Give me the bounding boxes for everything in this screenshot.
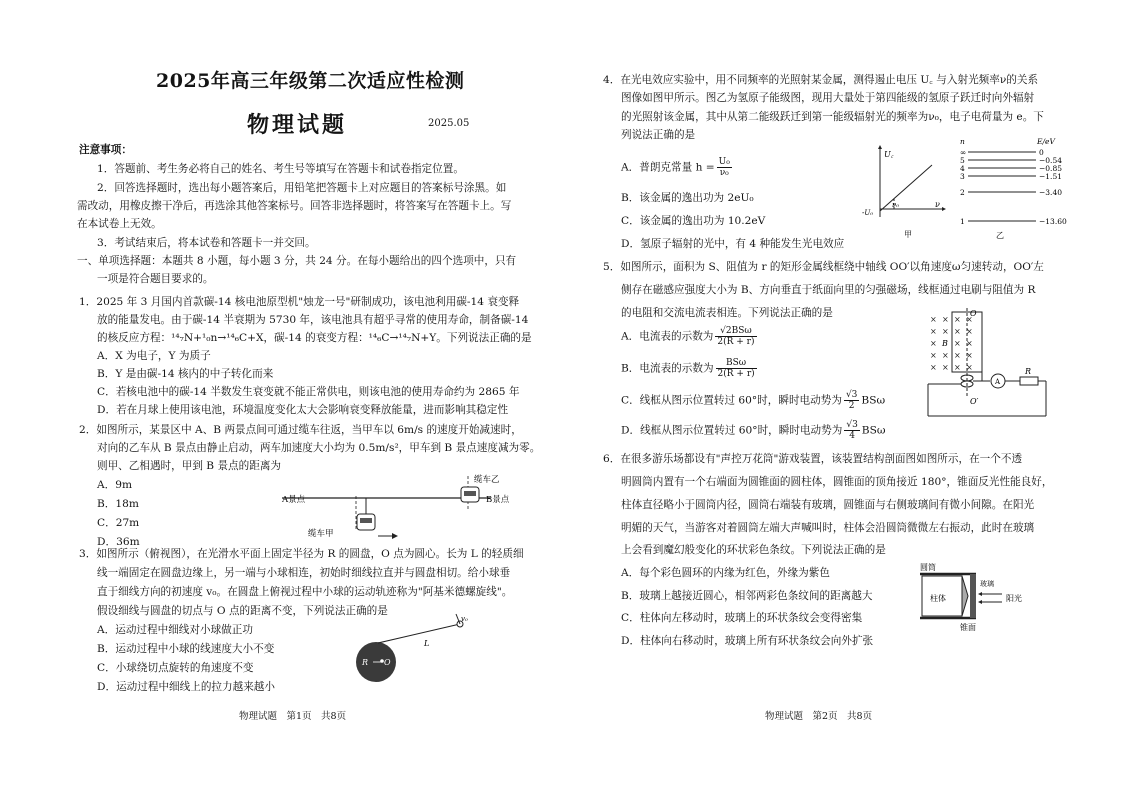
q2-option-b: B．18m (97, 498, 139, 510)
q5-c-numerator: √3 (845, 390, 858, 400)
label-cylinder: 柱体 (930, 594, 946, 603)
q3-stem: 线一端固定在圆盘边缘上，另一端与小球相连，初始时细线拉直并与圆盘相切。给小球垂 (97, 567, 511, 579)
label-nu: ν (935, 200, 940, 209)
q2-option-c: C．27m (97, 517, 140, 529)
label-cone: 锥面 (960, 623, 976, 632)
q4-stem: 4．在光电效应实验中，用不同频率的光照射某金属，测得遏止电压 U꜀ 与入射光频率ν的关系 (603, 74, 1039, 86)
svg-text:×: × (942, 351, 949, 360)
svg-text:×: × (966, 315, 973, 324)
level-n: 3 (960, 172, 965, 181)
q6-stem: 明圆筒内置有一个右端面为圆锥面的圆柱体，圆锥面的顶角接近 180°，锥面反光性能良好， (621, 476, 1053, 488)
q5-option-a (621, 326, 759, 347)
glass-pane (970, 574, 976, 618)
svg-text:×: × (930, 315, 937, 324)
q5-stem: 5．如图所示，面积为 S、阻值为 r 的矩形金属线框绕中轴线 OO′以角速度ω匀速转动，OO′左 (603, 261, 1044, 273)
label-n: n (960, 137, 965, 146)
notice-line: 2．回答选择题时，选出每小题答案后，用铅笔把答题卡上对应题目的答案标号涂黑。如 (97, 182, 507, 194)
svg-text:×: × (954, 327, 961, 336)
svg-text:×: × (954, 363, 961, 372)
level-e: −3.40 (1039, 188, 1062, 197)
q4-option-b: B．该金属的逸出功为 2eU₀ (621, 192, 754, 204)
svg-text:×: × (954, 339, 961, 348)
svg-text:×: × (930, 351, 937, 360)
level-row (960, 217, 1067, 226)
label-b-station: B景点 (486, 495, 510, 505)
resistor (1020, 377, 1038, 385)
q4-option-c: C．该金属的逸出功为 10.2eV (621, 215, 766, 227)
q5-c-denominator: 2 (848, 401, 855, 411)
q4-stem: 的光照射该金属，其中从第二能级跃迁到第一能级辐射光的频率为ν₀，电子电荷量为 e。下 (621, 111, 1044, 123)
q5-d-denominator: 4 (849, 431, 855, 441)
label-tube: 圆筒 (920, 563, 936, 572)
q4-option-d: D．氢原子辐射的光中，有 4 种能发生光电效应 (621, 238, 845, 250)
svg-text:×: × (954, 315, 961, 324)
q1-stem: 1．2025 年 3 月国内首款碳-14 核电池原型机"烛龙一号"研制成功，该电池利用碳-14 衰变释 (79, 296, 520, 308)
label-o-prime: O′ (970, 397, 979, 406)
q5-stem: 的电阻和交流电流表相连。下列说法正确的是 (621, 307, 833, 319)
q5-stem: 侧存在磁感应强度大小为 B、方向垂直于纸面向里的匀强磁场，线框通过电刷与阻值为 R (621, 284, 1036, 296)
q4-a-numerator: U₀ (718, 157, 730, 167)
q3-disk-figure (348, 612, 488, 688)
notice-heading: 注意事项： (79, 144, 132, 156)
q5-option-a-prefix: A．电流表的示数为 (621, 330, 714, 343)
label-v0: v₀ (461, 615, 468, 623)
svg-text:×: × (942, 315, 949, 324)
label-o: O (970, 309, 977, 318)
q5-a-numerator: √2BSω (715, 326, 756, 337)
footer-page2: 物理试题 第2页 共8页 (765, 711, 873, 722)
q6-stem: 6．在很多游乐场都设有"声控万花筒"游戏装置，该装置结构剖面图如图所示，在一个不透 (603, 453, 1023, 465)
q1-stem: 的核反应方程：¹⁴₇N+¹₀n→¹⁴₆C+X，碳-14 的衰变方程：¹⁴₆C→¹⁴₇N+Y。下列说法正确的是 (97, 332, 532, 344)
q5-option-b-prefix: B．电流表的示数为 (621, 362, 714, 375)
svg-text:×: × (942, 363, 949, 372)
q5-option-d-prefix: D．线框从图示位置转过 60°时，瞬时电动势为 (621, 424, 843, 437)
q3-stem: 3．如图所示（俯视图），在光滑水平面上固定半径为 R 的圆盘，O 点为圆心。长为 L 的轻质细 (79, 548, 524, 560)
section-heading: 一、单项选择题：本题共 8 小题，每小题 3 分，共 24 分。在每小题给出的四个选项中，只有 (77, 255, 517, 267)
q3-stem: 直于细线方向的初速度 v₀。在圆盘上俯视过程中小球的运动轨迹称为"阿基米德螺旋线"。 (97, 586, 513, 598)
q1-stem: 放的能量发电。由于碳-14 半衰期为 5730 年，该电池具有超乎寻常的使用寿命，制备碳-14 (97, 314, 529, 326)
level-e: −0.54 (1039, 156, 1062, 165)
q6-stem: 明媚的天气，当游客对着圆筒左端大声喊叫时，柱体会沿圆筒微微左右振动，此时在玻璃 (621, 522, 1035, 534)
q3-option-d: D．运动过程中细线上的拉力越来越小 (97, 681, 275, 693)
q6-option-c: C．柱体向左移动时，玻璃上的环状条纹会变得密集 (621, 612, 863, 624)
label-sunlight: 阳光 (1006, 594, 1022, 603)
q5-a-denominator: 2(R + r) (717, 337, 755, 347)
q5-option-c-suffix: BSω (861, 394, 886, 407)
right-page (562, 0, 1123, 794)
exam-date: 2025.05 (428, 118, 470, 129)
level-row (960, 188, 1062, 197)
q6-option-a: A．每个彩色圆环的内缘为红色，外缘为紫色 (621, 567, 830, 579)
svg-text:×: × (930, 363, 937, 372)
svg-text:×: × (930, 339, 937, 348)
level-n: 1 (960, 217, 965, 226)
q4-stem: 列说法正确的是 (621, 129, 696, 141)
subject-title: 物理试题 (247, 112, 348, 138)
label-r: R (1025, 367, 1032, 376)
q3-option-a: A．运动过程中细线对小球做正功 (97, 624, 253, 636)
level-n: 5 (960, 156, 965, 165)
q2-cable-car-figure (268, 470, 518, 548)
label-glass: 玻璃 (980, 580, 994, 588)
q1-option-c: C．若核电池中的碳-14 半数发生衰变就不能正常供电，则该电池的使用寿命约为 2865 年 (97, 386, 520, 398)
notice-line: 需改动，用橡皮擦干净后，再选涂其他答案标号。回答非选择题时，将答案写在答题卡上。写 (77, 200, 512, 212)
q2-stem: 对向的乙车从 B 景点由静止启动，两车加速度大小均为 0.5m/s²，甲车到 B 景点速度减为零。 (97, 442, 541, 454)
q4-option-a-prefix: A．普朗克常量 h = (621, 161, 715, 174)
notice-line: 1．答题前、考生务必将自己的姓名、考生号等填写在答题卡和试卷指定位置。 (97, 163, 464, 175)
label-o: O (384, 658, 391, 667)
q2-option-a: A．9m (97, 479, 133, 491)
q5-generator-figure (922, 306, 1064, 424)
svg-text:×: × (966, 363, 973, 372)
label-a-station: A景点 (282, 495, 306, 505)
level-e: −0.85 (1039, 164, 1062, 173)
q1-option-b: B．Y 是由碳-14 核内的中子转化而来 (97, 368, 274, 380)
q5-option-d (621, 420, 885, 441)
label-ev: E/eV (1037, 137, 1055, 146)
q6-option-d: D．柱体向右移动时，玻璃上所有环状条纹会向外扩张 (621, 635, 874, 647)
uc-line (880, 165, 932, 211)
label-a: A (995, 378, 1001, 386)
level-row (960, 148, 1044, 157)
svg-text:×: × (942, 327, 949, 336)
label-car-b: 缆车乙 (474, 475, 500, 485)
q3-option-c: C．小球绕切点旋转的角速度不变 (97, 662, 254, 674)
q1-option-d: D．若在月球上使用该电池，环境温度变化太大会影响衰变释放能量，进而影响其稳定性 (97, 404, 509, 416)
q5-option-d-suffix: BSω (861, 424, 886, 437)
q6-option-b: B．玻璃上越接近圆心，相邻两彩色条纹间的距离越大 (621, 590, 873, 602)
q5-option-b (621, 358, 759, 379)
label-nu0: ν₀ (892, 201, 900, 209)
q4-a-denominator: ν₀ (719, 168, 729, 178)
q5-b-denominator: 2(R + r) (717, 369, 755, 379)
q3-stem: 假设细线与圆盘的切点与 O 点的距离不变，下列说法正确的是 (97, 605, 388, 617)
label-b: B (942, 339, 948, 348)
svg-text:×: × (966, 351, 973, 360)
q1-option-a: A．X 为电子，Y 为质子 (97, 350, 211, 362)
q2-stem: 则甲、乙相遇时，甲到 B 景点的距离为 (97, 460, 282, 472)
level-n: ∞ (960, 148, 967, 157)
section-heading-cont: 一项是符合题目要求的。 (97, 273, 214, 285)
q5-d-numerator: √3 (846, 420, 858, 430)
q6-kaleidoscope-figure (916, 560, 1048, 632)
caption-jia: 甲 (904, 230, 912, 239)
q6-stem: 柱体直径略小于圆筒内径，圆筒右端装有玻璃，圆锥面与右侧玻璃间有微小间隙。在阳光 (621, 499, 1035, 511)
q5-option-c (621, 390, 885, 411)
q5-option-c-prefix: C．线框从图示位置转过 60°时，瞬时电动势为 (621, 394, 842, 407)
q2-option-d: D．36m (97, 536, 140, 548)
exam-title: 2025年高三年级第二次适应性检测 (156, 70, 465, 92)
level-e: 0 (1039, 148, 1044, 157)
svg-text:×: × (966, 339, 973, 348)
label-l: L (424, 639, 430, 648)
footer-page1: 物理试题 第1页 共8页 (239, 711, 347, 722)
q4-option-a (621, 157, 734, 178)
label-r: R (362, 658, 369, 667)
label-neg-u0: -U₀ (862, 209, 874, 217)
q4-graph-figure (862, 145, 946, 241)
notice-line: 在本试卷上无效。 (77, 218, 162, 230)
label-car-a: 缆车甲 (308, 529, 334, 539)
label-uc: U꜀ (884, 150, 894, 159)
level-e: −1.51 (1039, 172, 1062, 181)
q6-stem: 上会看到魔幻般变化的环状彩色条纹。下列说法正确的是 (621, 544, 886, 556)
q4-energy-level-figure (954, 134, 1068, 242)
svg-text:×: × (954, 351, 961, 360)
svg-text:×: × (930, 327, 937, 336)
level-n: 2 (960, 188, 965, 197)
q4-stem: 图像如图甲所示。图乙为氢原子能级图，现用大量处于第四能级的氢原子跃迁时向外辐射 (621, 92, 1035, 104)
q2-stem: 2．如图所示，某景区中 A、B 两景点间可通过缆车往返，当甲车以 6m/s 的速度开始减速时， (79, 424, 522, 436)
svg-text:×: × (966, 327, 973, 336)
level-row (960, 172, 1062, 181)
level-n: 4 (960, 164, 965, 173)
caption-yi: 乙 (996, 231, 1004, 240)
q3-option-b: B．运动过程中小球的线速度大小不变 (97, 643, 275, 655)
notice-line: 3．考试结束后，将本试卷和答题卡一并交回。 (97, 237, 316, 249)
left-page (0, 0, 561, 794)
q5-b-numerator: BSω (716, 358, 757, 369)
level-e: −13.60 (1039, 217, 1067, 226)
